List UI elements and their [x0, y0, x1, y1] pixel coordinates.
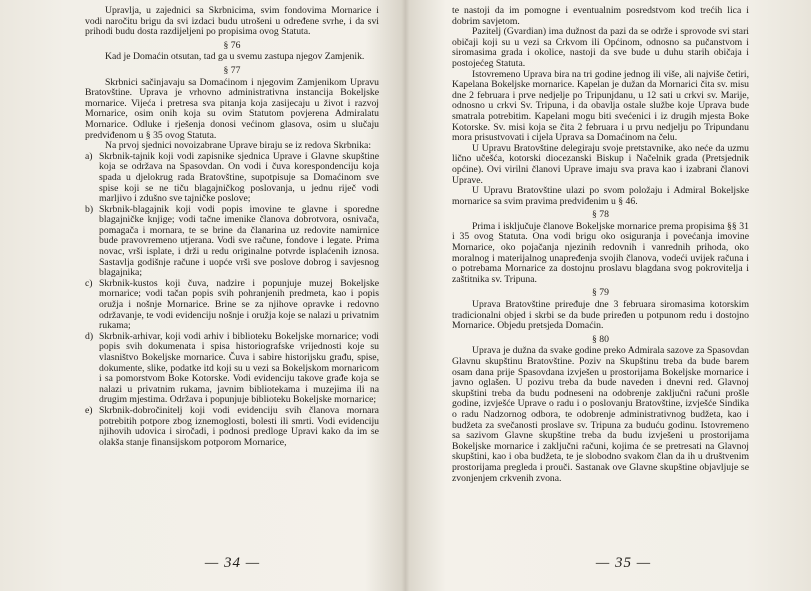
list-label: b): [85, 203, 94, 215]
left-page: [0, 0, 405, 591]
section-heading-78: § 78: [592, 209, 609, 221]
list-item-a: [85, 152, 379, 205]
paragraph-delegates: U Upravu Bratovštine delegiraju svoje pretstavnike, ako neće da uzmu lično učešća, kotorski diocezanski Biskup i Načelnik grada (Pretsjednik općine). Ovi virilni članovi Uprave imaju sva prava kao i izabrani članovi Uprave.: [452, 142, 749, 186]
list-label: d): [85, 330, 94, 342]
right-page: [406, 0, 811, 591]
paragraph-continuation: te nastoji da im pomogne i eventualnim posredstvom kod trećih lica i dobrim savjetom.: [452, 5, 749, 27]
paragraph-s78: Prima i isključuje članove Bokeljske mornarice prema propisima §§ 31 i 35 ovog Statuta. Ona vodi brigu oko osiguranja i povećanja imovine Mornarice, oko pojačanja njezinih redovnih i vanrednih prihoda, oko moralnog i materijalnog unapređenja svojih članova, vodeći uvijek računa i o potrebama Mornarice za dostojnu proslavu blagdana svog pokrovitelja i zaštitnika sv. Tripuna.: [452, 220, 749, 285]
list-label: e): [85, 404, 93, 416]
page-number-right: — 35 —: [595, 555, 652, 572]
section-heading-77: § 77: [223, 64, 241, 76]
list-item-b: [85, 205, 379, 279]
list-label: c): [85, 277, 93, 289]
section-heading-79: § 79: [592, 287, 609, 299]
paragraph-s77-list-intro: Na prvoj sjednici novoizabrane Uprave biraju se iz redova Skrbnika:: [105, 140, 372, 152]
list-text: Skrbnik-kustos koji čuva, nadzire i popunjuje muzej Bokeljske mornarice; vodi tačan popis svih pohranjenih predmeta, kao i popis oružja i nošnje Mornarice. Brine se za njihove opravke i redovno održavanje, te vodi evidenciju nošnje i oružja koje se nalazi u privatnim rukama;: [99, 277, 379, 332]
list-item-d: [85, 332, 379, 406]
list-text: Skrbnik-arhivar, koji vodi arhiv i biblioteku Bokeljske mornarice; vodi popis svih dokumenata i spisa historiografske vrijednosti koje su vlasništvo Bokeljske mornarice. Čuva i sabire historijsku građu, spise, dokumente, slike, podatke itd koji su u vezi sa Bokeljskom mornaricom i sa pomorstvom Boke Kotorske. Vodi evidenciju takove građe koja se nalazi u privatnim rukama, javnim bibliotekama i muzejima ili na drugim mjestima. Održava i popunjuje biblioteku Bokeljske mornarice;: [99, 330, 379, 406]
list-text: Skrbnik-blagajnik koji vodi popis imovine te glavne i sporedne blagajničke knjige; vodi tačne imenike članova dobrotvora, osnivača, pomagača i mornara, te se brine da članarina uz redovite namirnice bude pravovremeno utjerana. Vodi sve račune, fondove i legate. Prima novac, vrši isplate, i drži u redu originalne potvrde isplaćenih iznosa. Sastavlja godišnje račune i uopće vrši sve poslove dobrog i savjesnog blagajnika;: [99, 203, 379, 279]
paragraph-intro: Upravlja, u zajednici sa Skrbnicima, svim fondovima Mornarice i vodi naročitu brigu da svi izdaci budu utrošeni u određene svrhe, i da svi prihodi budu dosta razdijeljeni po propisima ovog Statuta.: [85, 5, 379, 38]
paragraph-s77: Skrbnici sačinjavaju sa Domaćinom i njegovim Zamjenikom Upravu Bratovštine. Uprava je vrhovno administrativna instancija Bokeljske mornarice. Vijeća i pretresa sva pitanja koja zasijecaju u život i razvoj Mornarice, osim onih koja su ovim Statutom povjerena Admiralatu Mornarice. Odluke i rješenja donosi većinom glasova, osim u slučaju predviđenom u § 35 ovog Statuta.: [85, 76, 379, 141]
list-label: a): [85, 150, 93, 162]
section-heading-80: § 80: [592, 333, 609, 345]
paragraph-s76: Kad je Domaćin otsutan, tad ga u svemu zastupa njegov Zamjenik.: [105, 51, 365, 63]
list-item-e: [85, 406, 379, 448]
paragraph-s80: Uprava je dužna da svake godine preko Admirala sazove za Spasovdan Glavnu skupštinu Bratovštine. Poziv na Skupštinu treba da bude barem osam dana prije Spasovdana izvješen u prostorijama Bokeljske mornarice i javno oglašen. U pozivu treba da bude naveden i dnevni red. Glavnoj skupštini treba da budu podneseni na odobrenje zaključni računi prošle godine, izvješće Uprave o radu i o poslovanju Bratovštine, izvješće Sindika o radu Nadzornog odbora, te odobrenje administrativnog budžeta, kao i budžeta za svečanosti proslave sv. Tripuna za buduću godinu. Istovremeno sa sazivom Glavne skupštine treba da budu izvješeni u prostorijama Bokeljske mornarice i zaključni računi, kojima će se pretresati na Glavnoj skupštini, kao i oba budžeta, te je slobodno svakom član da ih u društvenim prostorijama pregleda i prouči. Sastanak ove Glavne skupštine objavljuje se zvonjenjem crkvenih zvona.: [452, 345, 749, 484]
paragraph-s79: Uprava Bratovštine priređuje dne 3 februara siromasima kotorskim tradicionalni objed i skrbi se da bude priređen u potpunom redu i dostojno Mornarice. Objedu pretsjeda Domaćin.: [452, 299, 749, 332]
paragraph-pazitelj: Pazitelj (Gvardian) ima dužnost da pazi da se održe i sprovode svi stari običaji koji su u vezi sa Crkvom ili Općinom, odnosno sa pučanstvom i siromasima grada i okolice, nastoji da sve bude u duhu starih običaja i postojećeg Statuta.: [452, 26, 749, 69]
list-text: Skrbnik-dobročinitelj koji vodi evidenciju svih članova mornara potrebitih potpore zbog iznemoglosti, bolesti ili smrti. Vodi evidenciju njihovih udovica i siročadi, i podnosi predloge Upravi kako da im se olakša stanje finansijskom potporom Mornarice,: [99, 404, 379, 448]
paragraph-admiral: U Upravu Bratovštine ulazi po svom položaju i Admiral Bokeljske mornarice sa svim pravima predviđenim u § 46.: [452, 185, 749, 207]
list-item-c: [85, 279, 379, 332]
paragraph-kapelan: Istovremeno Uprava bira na tri godine jednog ili više, ali najviše četiri, Kapelana Bokeljske mornarice. Kapelan je dužan da Mornarici čita sv. misu dne 2 februara i prve nedjelje po Tripunjdanu, u 12 sati u crkvi sv. Marije, odnosno u crkvi Sv. Tripuna, i da obavlja ostale službe koje Uprava bude smatrala potrebitim. Kapelani mogu biti svećenici i iz drugih mjesta Boke Kotorske. Sv. misi koja se čita 2 februara i u prvu nedjelju po Tripundanu mora prisustvovati i cijela Uprava sa Domaćinom na čelu.: [452, 68, 749, 144]
section-heading-76: § 76: [223, 39, 241, 51]
page-number-left: — 34 —: [204, 555, 261, 572]
list-text: Skrbnik-tajnik koji vodi zapisnike sjednica Uprave i Glavne skupštine koja se održava na Spasovdan. On vodi i čuva korespondenciju koja spada u djelokrug rada Bratovštine, supotpisuje sa Domaćinom sve spise koji se ne tiču blagajničkog poslovanja, u jednu riječ vodi marljivo i zdušno sve tajničke poslove;: [99, 150, 379, 205]
